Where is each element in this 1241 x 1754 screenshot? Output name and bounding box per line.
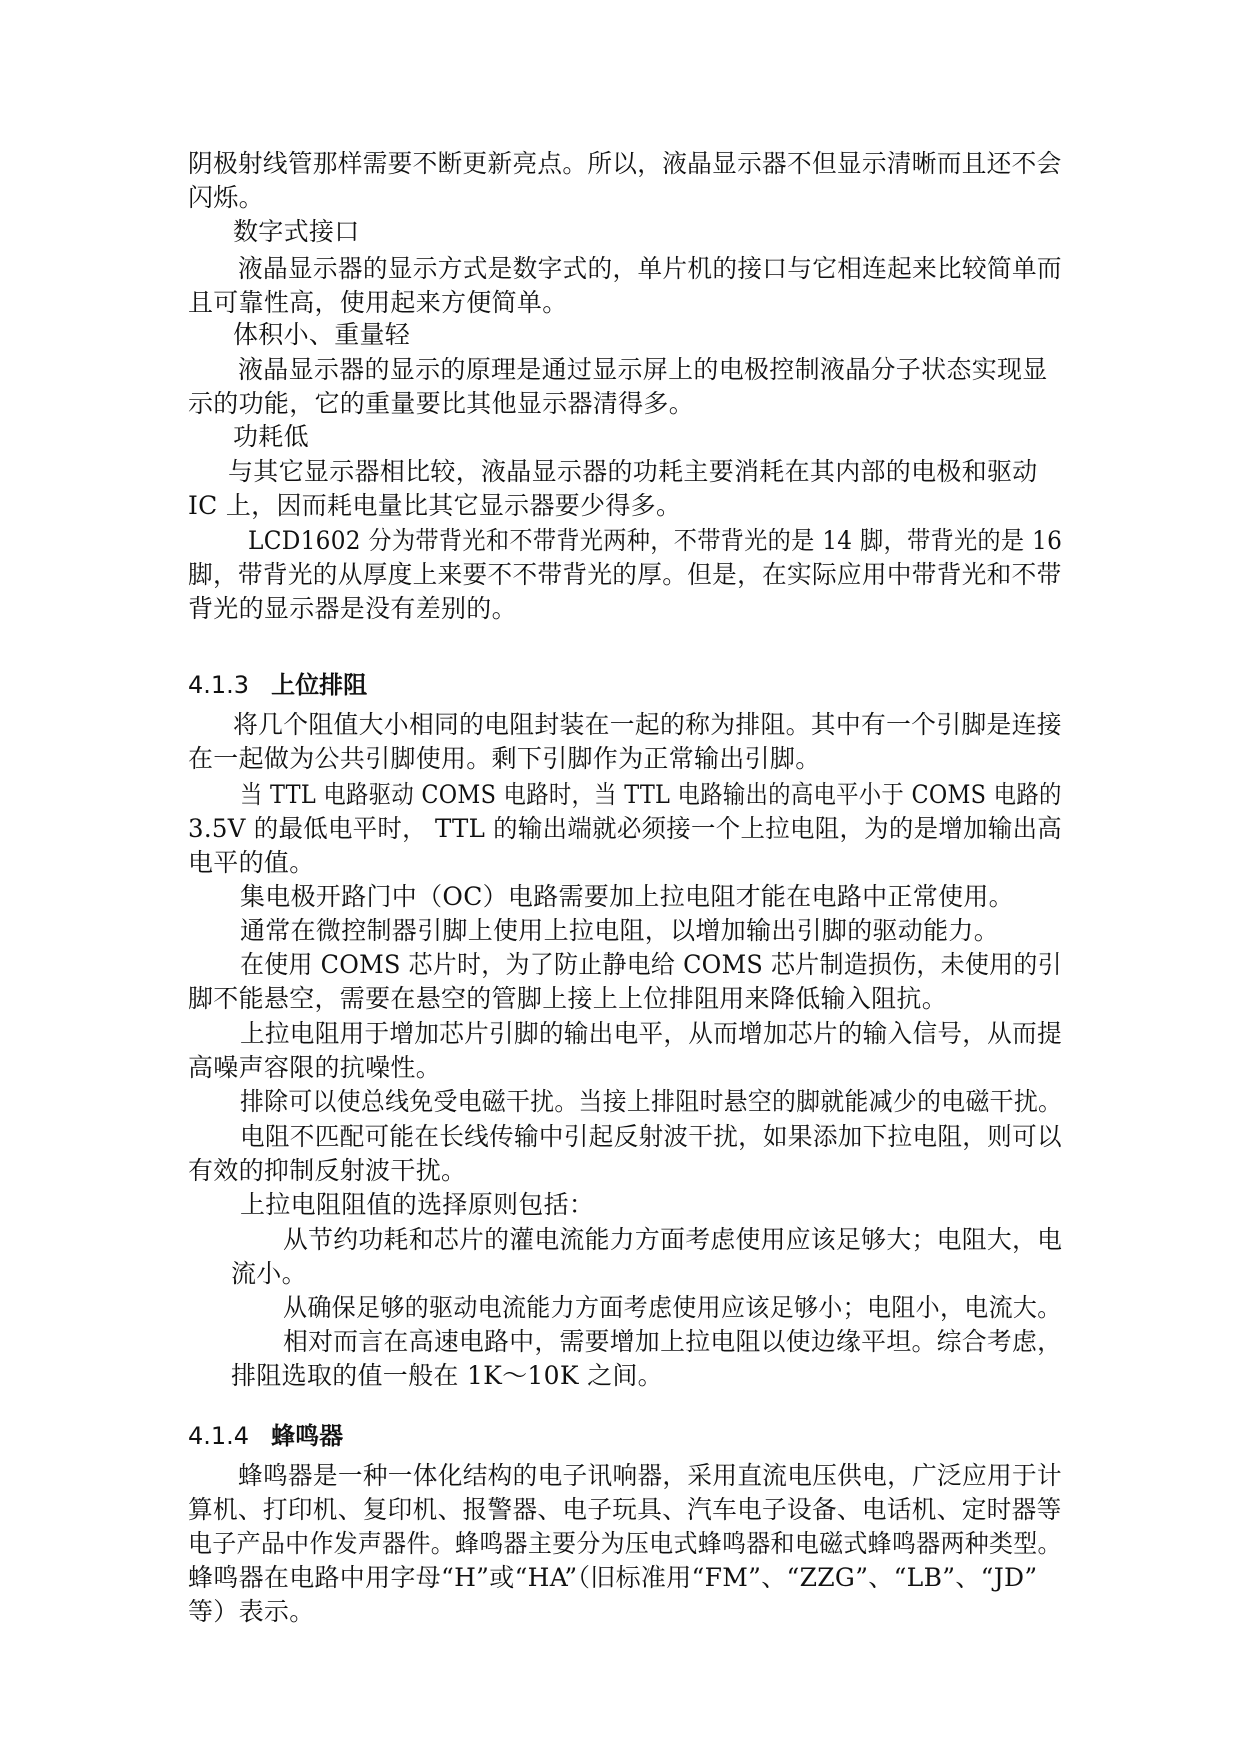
pullup-line-7: 通常在微控制器引脚上使用上拉电阻，以增加输出引脚的驱动能力。 [240,916,1000,945]
lcd-subheading-small-light: 体积小、重量轻 [233,320,411,349]
buzzer-line-4: 蜂鸣器在电路中用字母“H”或“HA”（旧标准用“FM”、“ZZG”、“LB”、“JD” [188,1563,1038,1592]
pullup-line-2: 在一起做为公共引脚使用。剩下引脚作为正常输出引脚。 [188,744,821,773]
lcd-line-10: 与其它显示器相比较，液晶显示器的功耗主要消耗在其内部的电极和驱动 [228,457,1038,486]
lcd-line-14: 背光的显示器是没有差别的。 [188,594,517,623]
buzzer-line-2: 算机、打印机、复印机、报警器、电子玩具、汽车电子设备、电话机、定时器等 [188,1495,1062,1524]
lcd-subheading-low-power: 功耗低 [233,422,309,451]
buzzer-line-1: 蜂鸣器是一种一体化结构的电子讯响器，采用直流电压供电，广泛应用于计 [238,1461,1062,1490]
pullup-line-11: 高噪声容限的抗噪性。 [188,1053,442,1082]
lcd-line-11: IC 上，因而耗电量比其它显示器要少得多。 [188,491,682,520]
pullup-line-8: 在使用 COMS 芯片时，为了防止静电给 COMS 芯片制造损伤，未使用的引 [240,950,1062,979]
section-heading-4-1-4 [188,1419,343,1453]
lcd-subheading-digital-interface: 数字式接口 [233,217,360,246]
lcd-line-8: 示的功能，它的重量要比其他显示器清得多。 [188,389,695,418]
pullup-line-17: 流小。 [231,1259,307,1288]
pullup-line-3: 当 TTL 电路驱动 COMS 电路时，当 TTL 电路输出的高电平小于 COMS 电路的 [240,780,1062,809]
lcd-line-4: 液晶显示器的显示方式是数字式的，单片机的接口与它相连起来比较简单而 [238,254,1062,283]
pullup-line-10: 上拉电阻用于增加芯片引脚的输出电平，从而增加芯片的输入信号，从而提 [240,1019,1062,1048]
lcd-line-7: 液晶显示器的显示的原理是通过显示屏上的电极控制液晶分子状态实现显 [238,355,1048,384]
section-number: 4.1.3 [188,671,250,699]
lcd-line-12: LCD1602 分为带背光和不带背光两种，不带背光的是 14 脚，带背光的是 16 [248,526,1063,555]
pullup-line-9: 脚不能悬空，需要在悬空的管脚上接上上位排阻用来降低输入阻抗。 [188,984,948,1013]
pullup-line-16: 从节约功耗和芯片的灌电流能力方面考虑使用应该足够大；电阻大，电 [283,1225,1063,1254]
buzzer-line-3: 电子产品中作发声器件。蜂鸣器主要分为压电式蜂鸣器和电磁式蜂鸣器两种类型。 [188,1529,1062,1558]
pullup-line-15: 上拉电阻阻值的选择原则包括： [240,1190,595,1219]
pullup-line-18: 从确保足够的驱动电流能力方面考虑使用应该足够小；电阻小，电流大。 [283,1293,1062,1322]
section-title: 蜂鸣器 [271,1422,344,1450]
section-number: 4.1.4 [188,1422,250,1450]
pullup-line-19: 相对而言在高速电路中，需要增加上拉电阻以使边缘平坦。综合考虑， [283,1327,1063,1356]
pullup-line-4: 3.5V 的最低电平时， TTL 的输出端就必须接一个上拉电阻，为的是增加输出高 [188,814,1063,843]
pullup-line-1: 将几个阻值大小相同的电阻封装在一起的称为排阻。其中有一个引脚是连接 [233,710,1062,739]
lcd-line-13: 脚，带背光的从厚度上来要不不带背光的厚。但是，在实际应用中带背光和不带 [188,560,1062,589]
pullup-line-20: 排阻选取的值一般在 1K～10K 之间。 [231,1361,663,1390]
pullup-line-6: 集电极开路门中（OC）电路需要加上拉电阻才能在电路中正常使用。 [240,882,1014,911]
lcd-line-5: 且可靠性高，使用起来方便简单。 [188,288,568,317]
pullup-line-12: 排除可以使总线免受电磁干扰。当接上排阻时悬空的脚就能减少的电磁干扰。 [240,1087,1063,1116]
section-heading-4-1-3 [188,668,367,702]
pullup-line-13: 电阻不匹配可能在长线传输中引起反射波干扰，如果添加下拉电阻，则可以 [240,1122,1062,1151]
lcd-line-1: 阴极射线管那样需要不断更新亮点。所以，液晶显示器不但显示清晰而且还不会 [188,149,1062,178]
lcd-line-2: 闪烁。 [188,183,264,212]
pullup-line-14: 有效的抑制反射波干扰。 [188,1156,467,1185]
section-title: 上位排阻 [271,671,368,699]
pullup-line-5: 电平的值。 [188,848,315,877]
buzzer-line-5: 等）表示。 [188,1597,315,1626]
